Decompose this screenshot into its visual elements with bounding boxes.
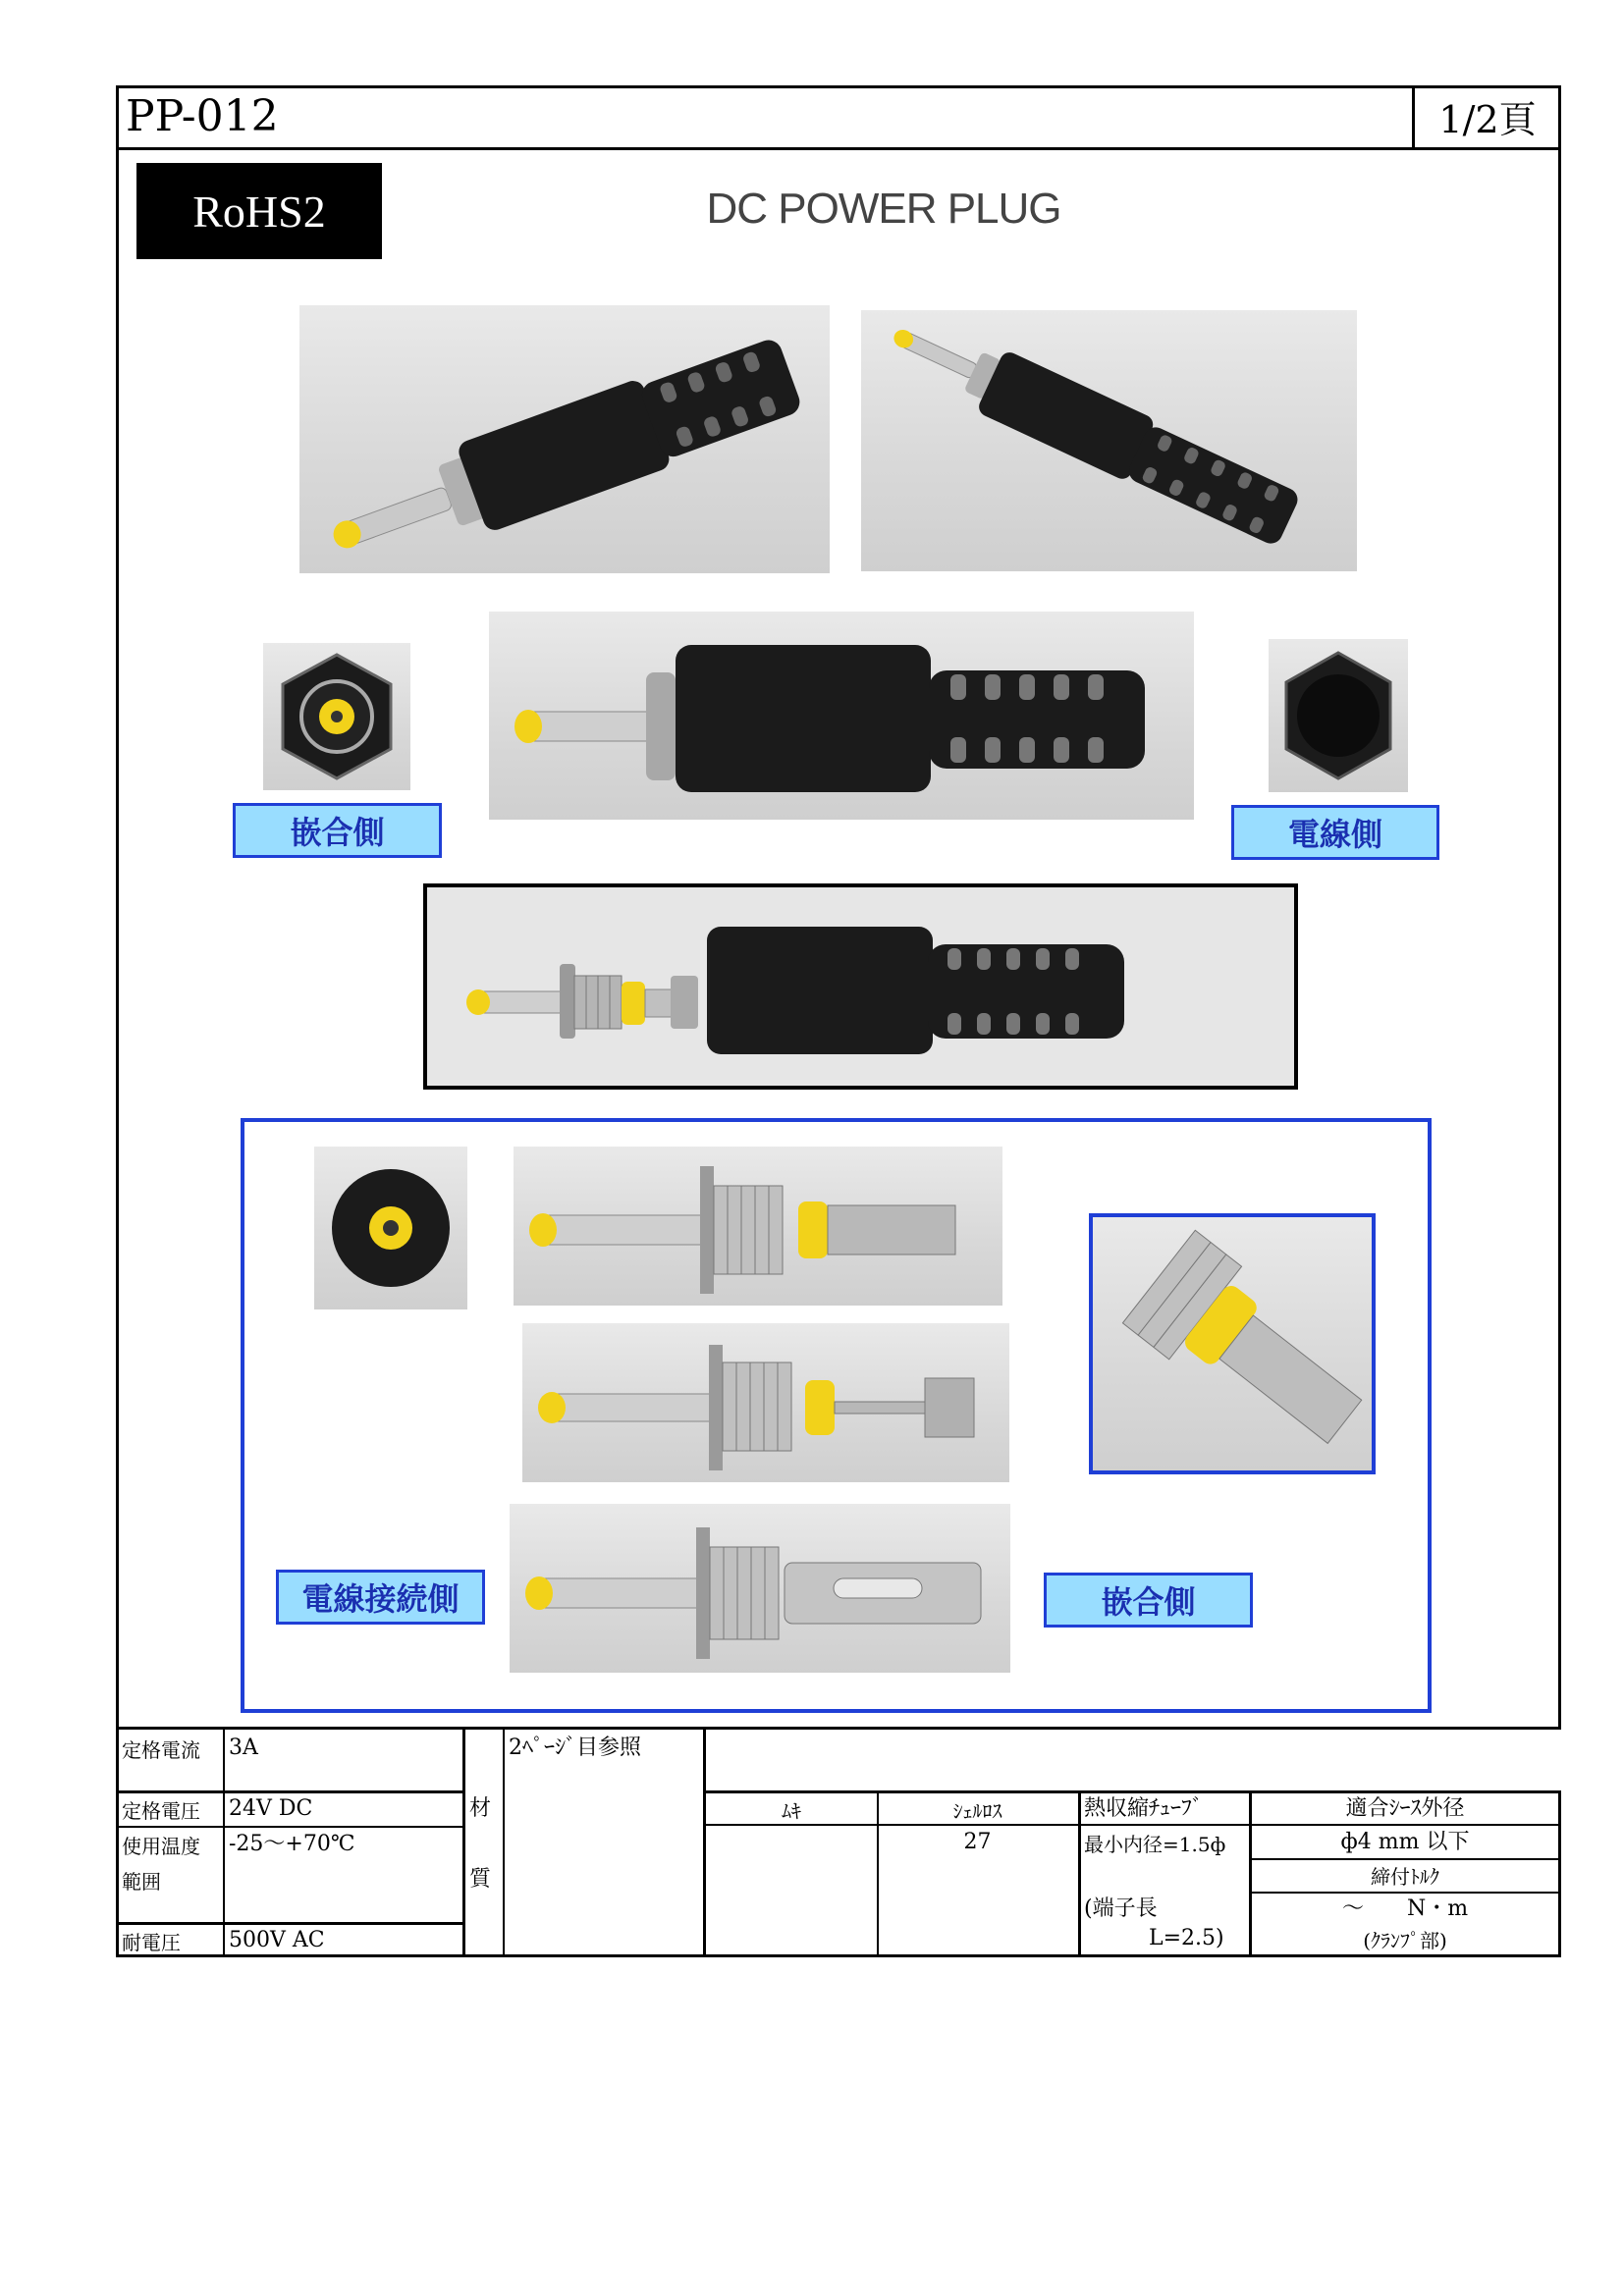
spec-col-line xyxy=(503,1730,505,1957)
rated-current-label: 定格電流 xyxy=(122,1738,200,1762)
spec-col-line xyxy=(1078,1790,1081,1957)
contact-closeup-inset xyxy=(1089,1213,1376,1474)
withstand-voltage-label: 耐電圧 xyxy=(122,1931,181,1954)
spec-row-line xyxy=(116,1790,462,1793)
material-label-2: 質 xyxy=(469,1867,492,1892)
wire-side-face-photo xyxy=(1269,639,1408,792)
contact-photo-3 xyxy=(510,1504,1010,1673)
temp-range-value: -25～+70℃ xyxy=(229,1832,355,1856)
contact-photo-2 xyxy=(522,1323,1009,1482)
label-wire-side: 電線側 xyxy=(1231,805,1439,860)
model-number: PP-012 xyxy=(126,91,279,141)
header-divider xyxy=(116,147,1561,150)
material-label-1: 材 xyxy=(469,1796,492,1821)
tube-terminal-length-label: (端子長 xyxy=(1084,1896,1158,1921)
withstand-voltage-value: 500V AC xyxy=(229,1928,325,1952)
header-page-divider xyxy=(1412,85,1415,149)
spec-col-line xyxy=(223,1730,225,1957)
sheath-od-value: ф4 mm 以下 xyxy=(1340,1830,1470,1854)
rohs-badge: RoHS2 xyxy=(136,163,382,259)
temp-range-label-1: 使用温度 xyxy=(122,1835,200,1858)
spec-right-line xyxy=(1249,1892,1561,1894)
contact-photo-1 xyxy=(514,1147,1002,1306)
rated-current-value: 3A xyxy=(229,1735,258,1760)
plug-side-photo xyxy=(489,612,1194,820)
label-mating-side: 嵌合側 xyxy=(233,803,442,858)
torque-note: (ｸﾗﾝﾌﾟ部) xyxy=(1363,1929,1447,1952)
col-muki: ﾑｷ xyxy=(782,1799,801,1823)
mating-face-photo xyxy=(263,643,410,790)
spec-col-line xyxy=(462,1730,465,1957)
plug-photo-rear-angle xyxy=(861,310,1357,571)
sheath-od-label: 適合ｼｰｽ外径 xyxy=(1345,1796,1465,1821)
spec-right-top-line xyxy=(706,1790,1561,1793)
spec-bottom-line xyxy=(706,1954,1249,1957)
spec-right-line xyxy=(1249,1858,1561,1860)
disassembled-photo xyxy=(423,883,1298,1090)
col-shell-loss: ｼｪﾙﾛｽ xyxy=(952,1799,1002,1823)
spec-row-line xyxy=(116,1826,462,1828)
spec-right-line xyxy=(1249,1824,1561,1826)
plug-photo-front-angle xyxy=(299,305,830,573)
spec-row-line xyxy=(116,1922,462,1925)
contact-tip-photo xyxy=(314,1147,467,1309)
rated-voltage-value: 24V DC xyxy=(229,1796,313,1821)
material-note: 2ﾍﾟｰｼﾞ目参照 xyxy=(509,1735,641,1760)
torque-label: 締付ﾄﾙｸ xyxy=(1371,1865,1439,1889)
shell-loss-value: 27 xyxy=(963,1830,992,1854)
tube-terminal-length-value: L=2.5) xyxy=(1149,1926,1224,1950)
rated-voltage-label: 定格電圧 xyxy=(122,1799,200,1823)
torque-value: ～ N・m xyxy=(1341,1896,1469,1921)
label-mating-side-2: 嵌合側 xyxy=(1044,1573,1253,1628)
page-number: 1/2頁 xyxy=(1438,98,1537,141)
page-title: DC POWER PLUG xyxy=(706,185,1061,233)
tube-min-diameter: 最小内径=1.5ф xyxy=(1084,1833,1226,1856)
label-wire-connection-side: 電線接続側 xyxy=(276,1570,485,1625)
temp-range-label-2: 範囲 xyxy=(122,1870,161,1894)
col-heat-shrink-tube: 熱収縮ﾁｭｰﾌﾞ xyxy=(1084,1796,1204,1821)
